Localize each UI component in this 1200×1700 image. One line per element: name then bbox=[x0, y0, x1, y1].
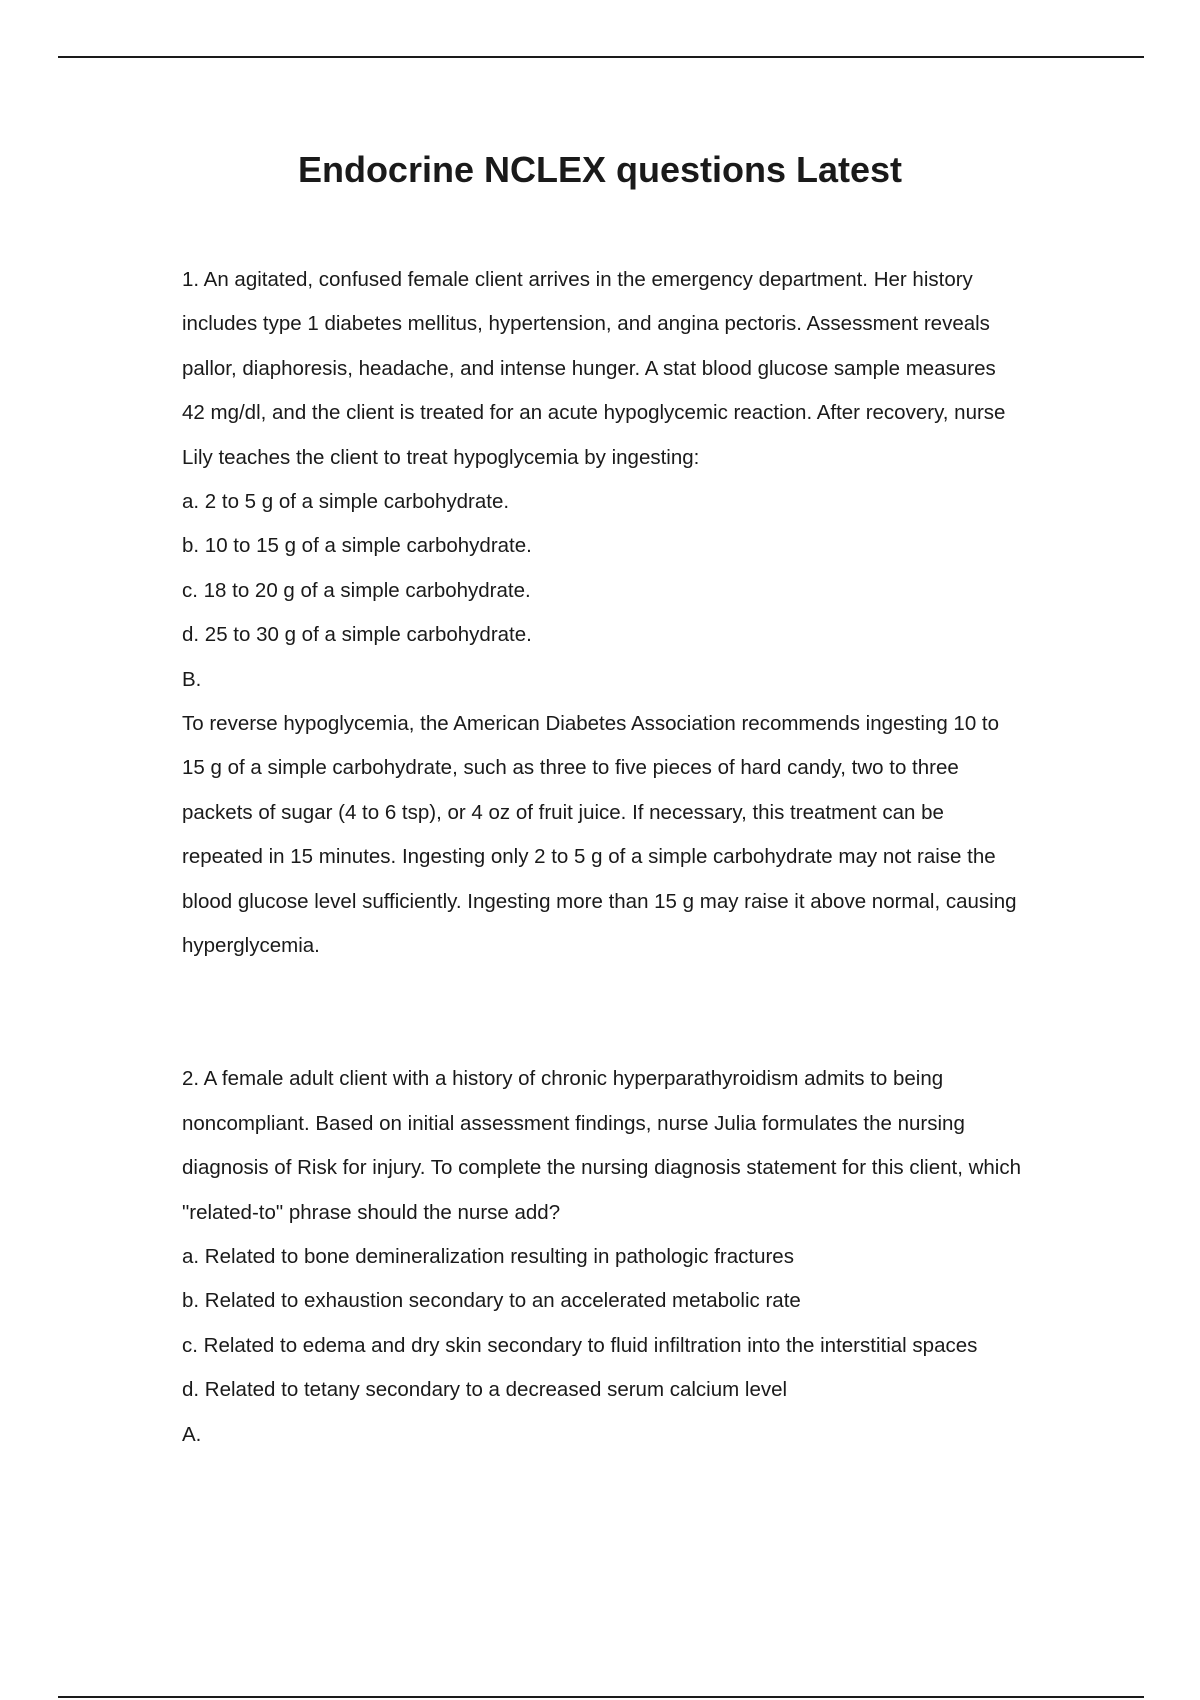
question-stem: 2. A female adult client with a history of chronic hyperparathyroidism admits to being noncompliant. Based on initial assessment findings, nurse Julia formulates the nursing diagnosis of Risk for injury. To complete the nursing diagnosis statement for this client, which "related-to" phrase should the nurse add? bbox=[182, 1067, 1022, 1224]
answer-option-d: d. Related to tetany secondary to a decreased serum calcium level bbox=[182, 1378, 788, 1402]
correct-answer: A. bbox=[182, 1422, 202, 1446]
answer-option-b: b. 10 to 15 g of a simple carbohydrate. bbox=[182, 534, 532, 558]
question-1 bbox=[182, 258, 1022, 969]
page-title: Endocrine NCLEX questions Latest bbox=[297, 149, 903, 190]
document-body bbox=[182, 258, 1022, 1457]
answer-option-c: c. Related to edema and dry skin secondary to fluid infiltration into the interstitial spaces bbox=[182, 1333, 978, 1357]
answer-option-c: c. 18 to 20 g of a simple carbohydrate. bbox=[182, 578, 531, 602]
answer-option-b: b. Related to exhaustion secondary to an accelerated metabolic rate bbox=[182, 1289, 801, 1313]
answer-option-a: a. Related to bone demineralization resulting in pathologic fractures bbox=[182, 1244, 794, 1268]
footer-rule bbox=[58, 1696, 1144, 1698]
correct-answer: B. bbox=[182, 667, 202, 691]
answer-option-a: a. 2 to 5 g of a simple carbohydrate. bbox=[182, 490, 510, 514]
rationale: To reverse hypoglycemia, the American Diabetes Association recommends ingesting 10 to 15 g of a simple carbohydrate, such as three to five pieces of hard candy, two to three packets of sugar (4 to 6 tsp), or 4 oz of fruit juice. If necessary, this treatment can be repeated in 15 minutes. Ingesting only 2 to 5 g of a simple carbohydrate may not raise the blood glucose level sufficiently. Ingesting more than 15 g may raise it above normal, causing hyperglycemia. bbox=[182, 712, 1017, 958]
question-2 bbox=[182, 1057, 1022, 1457]
answer-option-d: d. 25 to 30 g of a simple carbohydrate. bbox=[182, 623, 532, 647]
header-rule bbox=[58, 56, 1144, 58]
question-stem: 1. An agitated, confused female client arrives in the emergency department. Her history includes type 1 diabetes mellitus, hypertension, and angina pectoris. Assessment reveals pallor, diaphoresis, headache, and intense hunger. A stat blood glucose sample measures 42 mg/dl, and the client is treated for an acute hypoglycemic reaction. After recovery, nurse Lily teaches the client to treat hypoglycemia by ingesting: bbox=[182, 268, 1006, 469]
